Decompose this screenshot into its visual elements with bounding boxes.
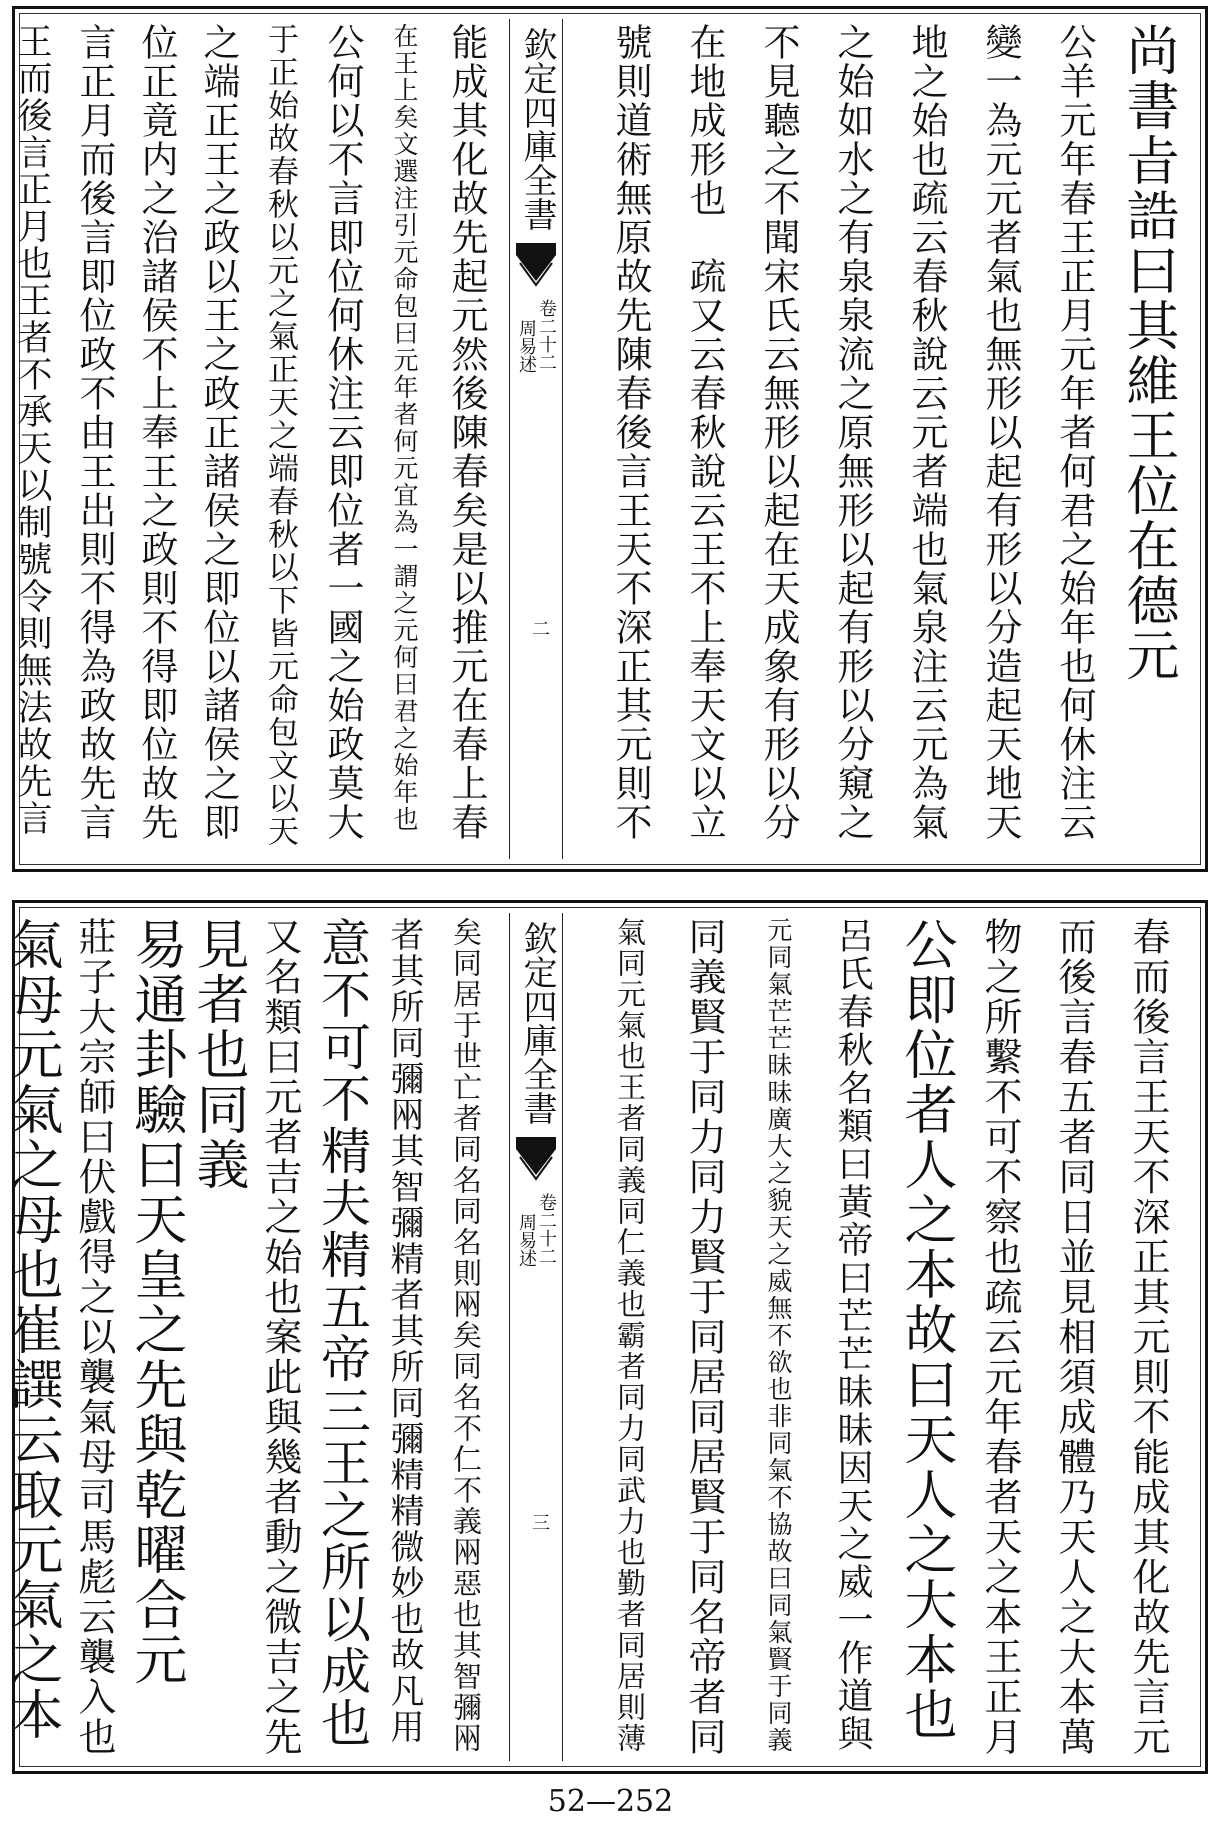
bottom-col-r4: 公即位者人之本故曰天人之大本也 — [896, 917, 957, 1742]
top-strip-title: 欽定四庫全書 — [517, 27, 557, 231]
top-col-l6: 位正竟内之治諸侯不上奉王之政則不得即位故先 — [135, 23, 178, 842]
top-col-l3: 公何以不言即位何休注云即位者一國之始政莫大 — [321, 23, 364, 842]
bottom-strip-volume: 卷二十二 — [536, 1193, 557, 1265]
page-number-footer: 52—252 — [547, 1784, 674, 1819]
bottom-col-l6: 易通卦驗曰天皇之先與乾曜合元 — [126, 917, 187, 1687]
top-col-l2: 在王上矣文選注引元命包曰元年者何元宜為一謂之元何曰君之始年也 — [390, 23, 419, 833]
bottom-col-l1: 矣同居于世亡者同名同名則㒳矣同名不仁不義㒳惡也其智彌㒳 — [449, 917, 483, 1754]
bottom-col-l4: 又名類曰元者吉之始也案此與幾者動之微吉之先 — [258, 917, 302, 1757]
top-col-r7: 在地成形也 疏又云春秋說云王不上奉天文以立 — [683, 23, 726, 842]
bottom-col-r2: 而後言春五者同日並見相須成體乃天人之大本萬 — [1052, 917, 1096, 1757]
bottom-col-r8: 氣同元氣也王者同義同仁義也霸者同力同武力也勤者同居則薄 — [613, 917, 647, 1754]
top-col-r8: 號則道術無原故先陳春後言王天不深正其元則不 — [609, 23, 652, 842]
top-page — [12, 6, 1208, 872]
top-col-r2: 公羊元年春王正月元年者何君之始年也何休注云 — [1053, 23, 1096, 842]
bottom-col-r3: 物之所繫不可不察也疏云元年春者天之本王正月 — [978, 917, 1022, 1757]
top-col-r6: 不見聽之不聞宋氏云無形以起在天成象有形以分 — [757, 23, 800, 842]
bottom-col-r6: 元同氣芒芒昧昧廣大之貌天之威無不欲也非同氣不協故曰同氣賢于同義 — [764, 917, 793, 1754]
top-col-l8: 王而後言正月也王者不承天以制號令則無法故先言 — [12, 23, 52, 837]
top-col-r4: 地之始也疏云春秋說云元者端也氣泉注云元為氣 — [905, 23, 948, 842]
bottom-col-l8: 氣母元氣之母也崔譔云取元氣之本 — [2, 917, 63, 1742]
bottom-strip-subtitle: 周易述 — [516, 1213, 537, 1267]
bottom-strip-page: 三 — [529, 1513, 550, 1531]
top-col-l7: 言正月而後言即位政不由王出則不得為政故先言 — [73, 23, 116, 842]
bottom-fishtail-mark — [514, 1135, 558, 1187]
top-col-l5: 之端正王之政以王之政正諸侯之即位以諸侯之即 — [197, 23, 240, 842]
top-strip-subtitle: 周易述 — [516, 319, 537, 373]
top-col-r3: 變一為元元者氣也無形以起有形以分造起天地天 — [979, 23, 1022, 842]
top-strip-page: 二 — [529, 619, 550, 637]
bottom-col-r1: 春而後言王天不深正其元則不能成其化故先言元 — [1126, 917, 1170, 1757]
bottom-col-l3: 意不可不精夫精五帝三王之所以成也 — [313, 917, 371, 1749]
top-center-strip — [509, 19, 563, 859]
bottom-col-r7: 同義賢于同力同力賢于同居同居賢于同名帝者同 — [682, 917, 726, 1757]
top-fishtail-mark — [514, 241, 558, 293]
bottom-col-l2: 者其所同彌㒳其智彌精者其所同彌精精微妙也故凡用 — [384, 917, 424, 1745]
bottom-page — [2, 900, 1208, 1774]
top-col-r1: 尚書㫖誥曰其維王位在德元 — [1118, 23, 1179, 683]
bottom-center-strip — [509, 913, 563, 1761]
top-col-l4: 于正始故春秋以元之氣正天之端春秋以下皆元命包文以天 — [262, 23, 298, 848]
top-col-r5: 之始如水之有泉泉流之原無形以起有形以分窺之 — [831, 23, 874, 842]
bottom-col-r5: 呂氏春秋名類曰黃帝曰芒芒昧昧因天之威一作道與 — [832, 917, 873, 1753]
bottom-col-l5: 見者也同義 — [188, 917, 249, 1192]
bottom-col-l7: 莊子大宗師曰伏戲得之以襲氣母司馬彪云襲入也 — [72, 917, 116, 1757]
bottom-strip-title: 欽定四庫全書 — [517, 921, 557, 1125]
top-col-l1: 能成其化故先起元然後陳春矣是以推元在春上春 — [445, 23, 488, 842]
top-strip-volume: 卷二十二 — [536, 299, 557, 371]
